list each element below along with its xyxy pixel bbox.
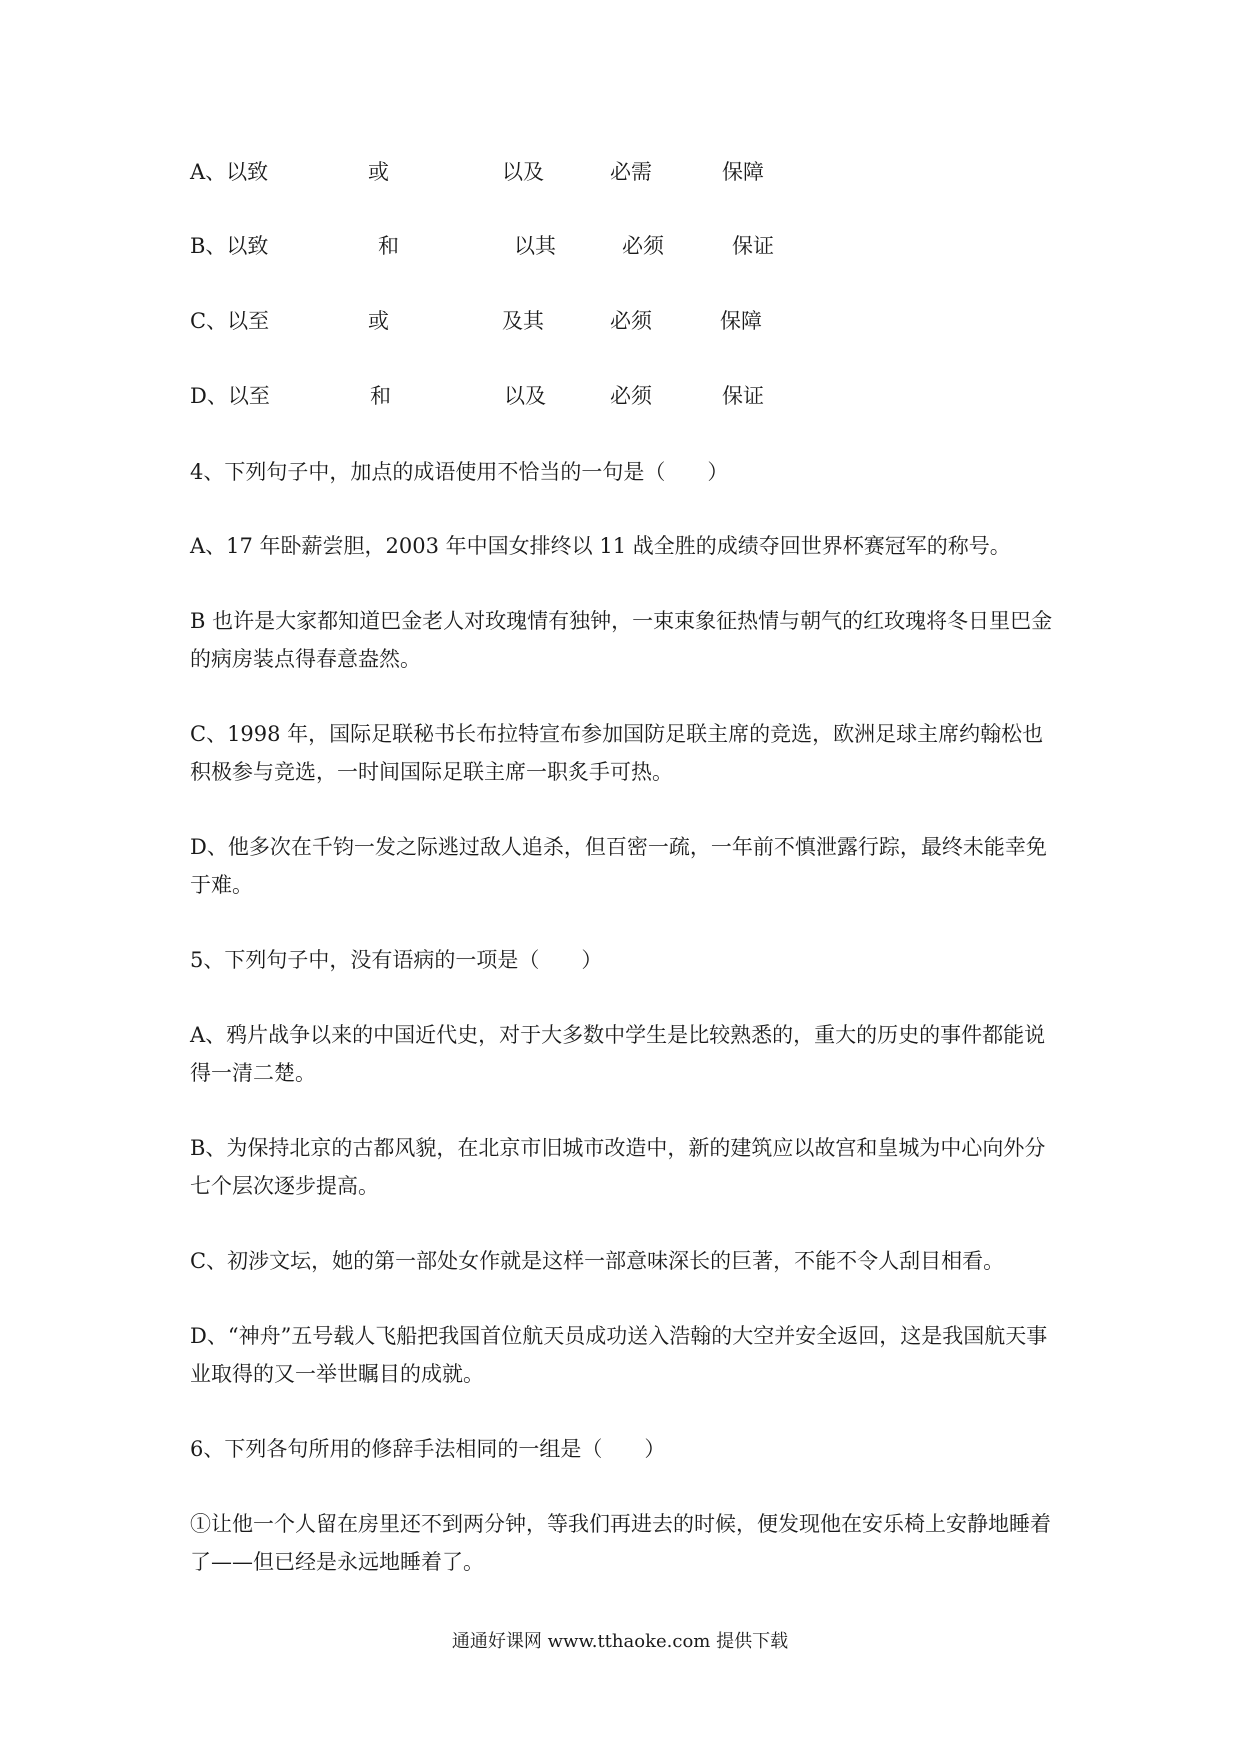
question-5-option-b: B、为保持北京的古都风貌，在北京市旧城市改造中，新的建筑应以故宫和皇城为中心向外分七个层次逐步提高。: [190, 1136, 1046, 1198]
option-word-3: 必须: [622, 234, 664, 258]
question-5-stem: 5、下列句子中，没有语病的一项是（ ）: [190, 948, 603, 972]
option-word-2: 以及: [502, 160, 544, 184]
question-4-stem: 4、下列句子中，加点的成语使用不恰当的一句是（ ）: [190, 460, 729, 484]
option-word-4: 保障: [722, 160, 764, 184]
option-word-3: 必须: [610, 309, 652, 333]
option-word-3: 必须: [610, 384, 652, 408]
option-word-2: 以其: [514, 234, 556, 258]
option-word-1: 和: [370, 384, 391, 408]
option-word-1: 或: [368, 309, 389, 333]
question-4-option-c: C、1998 年，国际足联秘书长布拉特宣布参加国防足联主席的竞选，欧洲足球主席约翰松也积极参与竞选，一时间国际足联主席一职炙手可热。: [190, 722, 1044, 784]
question-5-option-a: A、鸦片战争以来的中国近代史，对于大多数中学生是比较熟悉的，重大的历史的事件都能说得一清二楚。: [190, 1023, 1046, 1085]
option-word-4: 保证: [722, 384, 764, 408]
question-6-item-1: ①让他一个人留在房里还不到两分钟，等我们再进去的时候，便发现他在安乐椅上安静地睡着了——但已经是永远地睡着了。: [190, 1512, 1051, 1574]
option-letter: A、以致: [190, 160, 269, 184]
page-footer: 通通好课网 www.tthaoke.com 提供下载: [451, 1631, 789, 1652]
question-4-option-b: B 也许是大家都知道巴金老人对玫瑰情有独钟，一束束象征热情与朝气的红玫瑰将冬日里巴金的病房装点得春意盎然。: [190, 609, 1053, 671]
option-word-4: 保障: [720, 309, 762, 333]
option-word-1: 和: [378, 234, 399, 258]
option-word-4: 保证: [732, 234, 774, 258]
option-letter: B、以致: [190, 234, 269, 258]
question-4-option-d: D、他多次在千钧一发之际逃过敌人追杀，但百密一疏，一年前不慎泄露行踪，最终未能幸免于难。: [190, 835, 1047, 897]
question-5-option-d: D、“神舟”五号载人飞船把我国首位航天员成功送入浩翰的大空并安全返回，这是我国航天事业取得的又一举世瞩目的成就。: [190, 1324, 1048, 1386]
question-5-option-c: C、初涉文坛，她的第一部处女作就是这样一部意味深长的巨著，不能不令人刮目相看。: [190, 1249, 1005, 1273]
option-word-3: 必需: [610, 160, 652, 184]
option-letter: D、以至: [190, 384, 270, 408]
question-6-stem: 6、下列各句所用的修辞手法相同的一组是（ ）: [190, 1437, 666, 1461]
option-word-1: 或: [368, 160, 389, 184]
option-letter: C、以至: [190, 309, 270, 333]
option-word-2: 及其: [502, 309, 544, 333]
option-word-2: 以及: [504, 384, 546, 408]
question-4-option-a: A、17 年卧薪尝胆，2003 年中国女排终以 11 战全胜的成绩夺回世界杯赛冠军的称号。: [190, 534, 1011, 558]
